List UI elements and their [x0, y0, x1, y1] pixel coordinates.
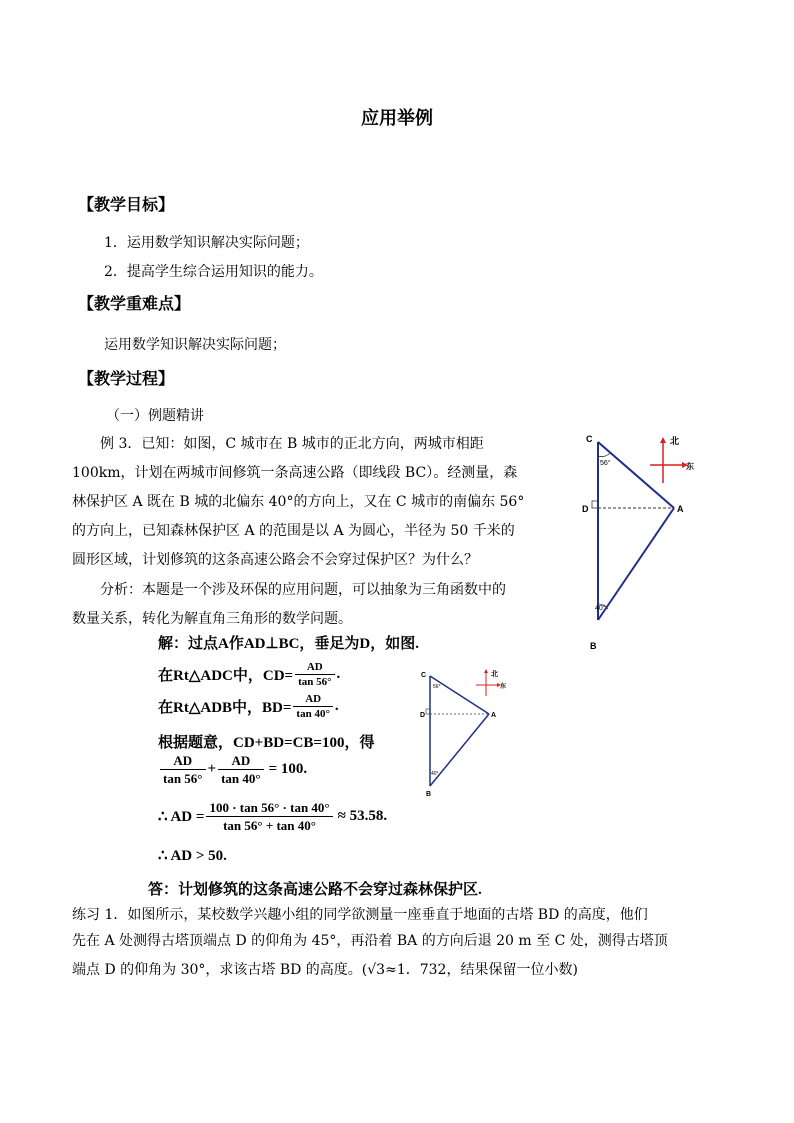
section-heading-key-points: 【教学重难点】: [78, 294, 191, 313]
exercise-line-2: 先在 A 处测得古塔顶端点 D 的仰角为 45°，再沿着 BA 的方向后退 20 m 至 C 处，测得古塔顶: [72, 933, 668, 949]
north-label: 北: [670, 436, 680, 446]
subheading-examples: （一）例题精讲: [106, 408, 204, 424]
small-label-a: A: [491, 712, 497, 719]
solution-line-2-prefix: 在Rt△ADC中，CD=: [158, 668, 294, 684]
fraction-ad: [206, 799, 332, 834]
label-b: B: [590, 641, 597, 651]
small-label-d: D: [420, 712, 426, 719]
fraction-sum-2-den: tan 40°: [221, 771, 261, 786]
fraction-sum-1-den: tan 56°: [163, 771, 203, 786]
example-line-3: 林保护区 A 既在 B 城的北偏东 40°的方向上，又在 C 城市的南偏东 56°: [72, 494, 525, 510]
exercise-line-1: 练习 1．如图所示，某校数学兴趣小组的同学欲测量一座垂直于地面的古塔 BD 的高度，他们: [72, 907, 648, 923]
answer-line: 答：计划修筑的这条高速公路不会穿过森林保护区.: [148, 882, 482, 898]
small-east-label: 东: [500, 684, 507, 690]
exercise-line-3: 端点 D 的仰角为 30°，求该古塔 BD 的高度。(√3≈1．732，结果保留一位小数): [72, 962, 578, 978]
example-line-1: 例 3．已知：如图，C 城市在 B 城市的正北方向，两城市相距: [100, 436, 484, 452]
conclusion-inequality: ∴ AD > 50.: [158, 848, 227, 864]
label-d: D: [582, 504, 589, 514]
small-segment-ba: [430, 714, 489, 786]
page-title: 应用举例: [361, 108, 433, 129]
section-heading-goals: 【教学目标】: [78, 195, 175, 214]
key-points-text: 运用数学知识解决实际问题；: [104, 337, 286, 353]
small-label-b: B: [426, 791, 432, 798]
fraction-sum-2: [218, 752, 264, 787]
analysis-line-1: 分析：本题是一个涉及环保的应用问题，可以抽象为三角函数中的: [100, 582, 506, 598]
fraction-bd: [293, 692, 332, 721]
plus-sign: +: [207, 761, 217, 777]
fraction-cd-num: AD: [295, 660, 334, 675]
segment-ba: [598, 508, 674, 620]
solution-line-3: 在Rt△ADB中，BD= $\frac{AD}{\tan 40^\circ}$ .: [158, 693, 339, 720]
fraction-ad-den: tan 56° + tan 40°: [223, 818, 316, 833]
example-line-2: 100km，计划在两城市间修筑一条高速公路（即线段 BC）。经测量，森: [72, 465, 518, 481]
small-segment-ca: [430, 676, 489, 714]
angle-label-56: 56°: [600, 460, 611, 467]
fraction-bd-den: tan 40°: [296, 708, 330, 720]
east-label: 东: [686, 462, 694, 471]
label-a: A: [677, 504, 684, 514]
solution-line-2: 在Rt△ADC中，CD= $\frac{AD}{\tan 56^\circ}$ .: [158, 661, 341, 688]
solution-line-1: 解：过点A作AD⊥BC，垂足为D，如图.: [158, 636, 419, 652]
small-north-label: 北: [491, 671, 498, 678]
triangle-figure-small: [418, 668, 518, 800]
fraction-cd: [295, 660, 334, 689]
label-c: C: [586, 434, 593, 444]
fraction-sum-1: [160, 752, 206, 787]
small-label-c: C: [421, 672, 427, 679]
small-angle-label-40: 40°: [431, 771, 439, 777]
compass-icon: [650, 437, 688, 483]
small-angle-label-56: 56°: [433, 684, 441, 690]
equation-ad-prefix: ∴ AD =: [158, 809, 205, 825]
fraction-sum-1-num: AD: [160, 752, 206, 770]
triangle-figure-large: [578, 428, 728, 653]
goal-item-2: 2．提高学生综合运用知识的能力。: [104, 264, 323, 280]
equation-ad: [158, 799, 387, 834]
section-heading-process: 【教学过程】: [78, 369, 175, 388]
fraction-ad-num: 100 · tan 56° · tan 40°: [206, 799, 332, 817]
fraction-bd-num: AD: [293, 692, 332, 707]
fraction-sum-2-num: AD: [218, 752, 264, 770]
equation-sum: [158, 752, 307, 787]
example-line-4: 的方向上，已知森林保护区 A 的范围是以 A 为圆心，半径为 50 千米的: [72, 523, 515, 539]
equation-ad-result: ≈ 53.58.: [337, 808, 388, 824]
goal-item-1: 1．运用数学知识解决实际问题；: [104, 235, 309, 251]
angle-label-40: 40°: [595, 605, 606, 612]
solution-line-3-prefix: 在Rt△ADB中，BD=: [158, 700, 292, 716]
example-line-5: 圆形区域，计划修筑的这条高速公路会不会穿过保护区？为什么？: [72, 552, 478, 568]
solution-line-4: 根据题意，CD+BD=CB=100，得: [158, 735, 375, 751]
equation-sum-result: = 100.: [268, 761, 308, 777]
fraction-cd-den: tan 56°: [298, 676, 332, 688]
analysis-line-2: 数量关系，转化为解直角三角形的数学问题。: [72, 611, 352, 627]
